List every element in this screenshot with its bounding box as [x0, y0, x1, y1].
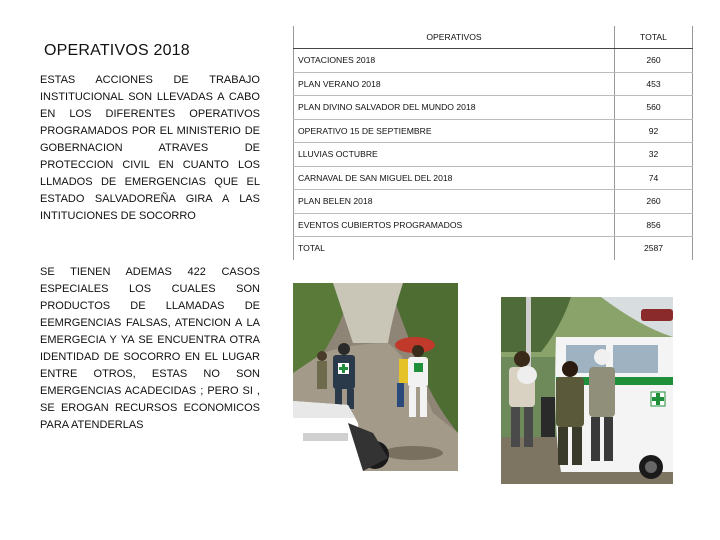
rescue-scene-illustration [293, 283, 458, 471]
operativo-total: 453 [615, 72, 693, 96]
ambulance-team-photo [501, 297, 673, 484]
table-row [294, 213, 693, 237]
operativo-name: LLUVIAS OCTUBRE [294, 143, 615, 167]
operativos-table [293, 26, 693, 260]
table-row [294, 72, 693, 96]
table-row [294, 96, 693, 120]
slide-title: OPERATIVOS 2018 [44, 42, 190, 59]
operativo-total: 260 [615, 49, 693, 73]
operativo-name: PLAN BELEN 2018 [294, 190, 615, 214]
operativo-name: EVENTOS CUBIERTOS PROGRAMADOS [294, 213, 615, 237]
description-paragraph: ESTAS ACCIONES DE TRABAJO INSTITUCIONAL SON LLEVADAS A CABO EN LOS DIFERENTES OPERATIVOS PROGRAMADOS POR EL MINISTERIO DE GOBERNACION ATRAVES DE PROTECCION CIVIL EN CUANTO LOS LLMADOS DE EMERGENCIAS QUE EL ESTADO SALVADOREÑA GIRA A LAS INTITUCIONES DE SOCORRO [40, 74, 260, 222]
table-row [294, 143, 693, 167]
operativo-total: 92 [615, 119, 693, 143]
operativo-total: 856 [615, 213, 693, 237]
operativo-total: 74 [615, 166, 693, 190]
ambulance-team-illustration [501, 297, 673, 484]
total-value: 2587 [615, 237, 693, 260]
operativo-total: 260 [615, 190, 693, 214]
table-header-row [294, 26, 693, 49]
table-row [294, 166, 693, 190]
operativo-total: 32 [615, 143, 693, 167]
table-row [294, 119, 693, 143]
table-row [294, 49, 693, 73]
table-row [294, 190, 693, 214]
operativo-name: OPERATIVO 15 DE SEPTIEMBRE [294, 119, 615, 143]
operativo-name: PLAN DIVINO SALVADOR DEL MUNDO 2018 [294, 96, 615, 120]
special-cases-paragraph: SE TIENEN ADEMAS 422 CASOS ESPECIALES LOS CUALES SON PRODUCTOS DE LLAMADAS DE EEMRGENCIAS FALSAS, ATENCION A LA EMERGECIA Y YA SE ENCUENTRA OTRA IDENTIDAD DE SOCORRO EN EL LUGAR ENTRE OTROS, ESTAS NO SON EMERGENCIAS ACADECIDAS ; PERO SI , SE EROGAN RECURSOS ECONOMICOS PARA ATENDERLAS [40, 266, 260, 431]
table-total-row [294, 237, 693, 260]
operativo-name: VOTACIONES 2018 [294, 49, 615, 73]
header-total: TOTAL [615, 26, 693, 49]
operativo-name: CARNAVAL DE SAN MIGUEL DEL 2018 [294, 166, 615, 190]
header-operativos: OPERATIVOS [294, 26, 615, 49]
operativo-total: 560 [615, 96, 693, 120]
rescue-scene-photo [293, 283, 458, 471]
operativo-name: PLAN VERANO 2018 [294, 72, 615, 96]
total-label: TOTAL [294, 237, 615, 260]
